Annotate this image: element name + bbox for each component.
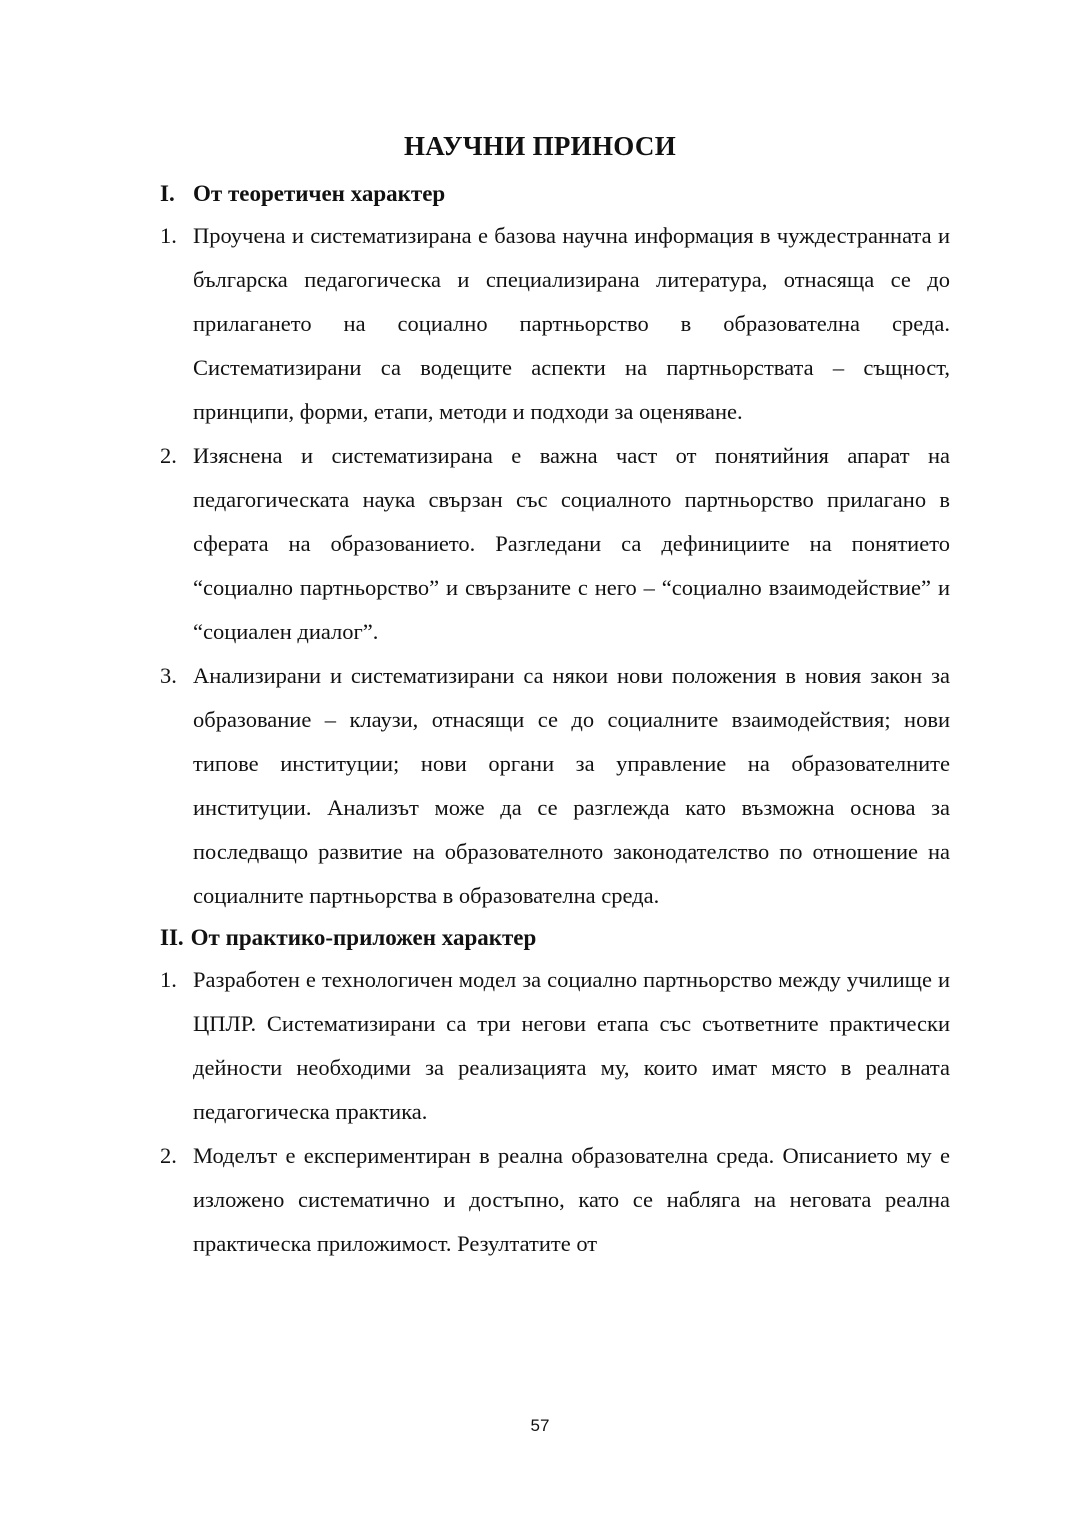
- list-item: [160, 434, 950, 654]
- section-list-theoretical: [160, 214, 950, 918]
- list-item-number: 2.: [160, 443, 177, 468]
- page-number: 57: [530, 1416, 550, 1435]
- list-item-number: 1.: [160, 967, 177, 992]
- list-item-text: Разработен е технологичен модел за социално партньорство между училище и ЦПЛР. Систематизирани са три негови етапа със съответните практически дейности необходими за реализацията му, които имат място в реалната педагогическа практика.: [193, 967, 950, 1124]
- list-item: [160, 654, 950, 918]
- section-heading-text: От практико-приложен характер: [190, 925, 537, 950]
- list-item-number: 2.: [160, 1143, 177, 1168]
- list-item-text: Проучена и систематизирана е базова научна информация в чуждестранната и българска педагогическа и специализирана литература, отнасяща се до прилагането на социално партньорство в образователна среда. Систематизирани са водещите аспекти на партньорствата – същност, принципи, форми, етапи, методи и подходи за оценяване.: [193, 223, 950, 424]
- document-body: [160, 174, 950, 1266]
- list-item-text: Анализирани и систематизирани са някои нови положения в новия закон за образование – клаузи, отнасящи се до социалните взаимодействия; нови типове институции; нови органи за управление на образователните институции. Анализът може да се разглежда като възможна основа за последващо развитие на образователното законодателство по отношение на социалните партньорства в образователна среда.: [193, 663, 950, 908]
- list-item: [160, 1134, 950, 1266]
- section-number: I.: [160, 181, 175, 206]
- list-item-text: Изяснена и систематизирана е важна част от понятийния апарат на педагогическата наука свързан със социалното партньорство прилагано в сферата на образованието. Разгледани са дефинициите на понятието “социално партньорство” и свързаните с него – “социално взаимодействие” и “социален диалог”.: [193, 443, 950, 644]
- list-item: [160, 958, 950, 1134]
- section-heading-practical: [160, 918, 950, 958]
- list-item: [160, 214, 950, 434]
- section-heading-text: От теоретичен характер: [193, 181, 446, 206]
- section-heading-theoretical: [160, 174, 950, 214]
- list-item-number: 3.: [160, 663, 177, 688]
- section-list-practical: [160, 958, 950, 1266]
- list-item-text: Моделът е експериментиран в реална образователна среда. Описанието му е изложено систематично и достъпно, като се набляга на неговата реална практическа приложимост. Резултатите от: [193, 1143, 950, 1256]
- list-item-number: 1.: [160, 223, 177, 248]
- section-number: II.: [160, 925, 184, 950]
- page-title: НАУЧНИ ПРИНОСИ: [403, 131, 677, 161]
